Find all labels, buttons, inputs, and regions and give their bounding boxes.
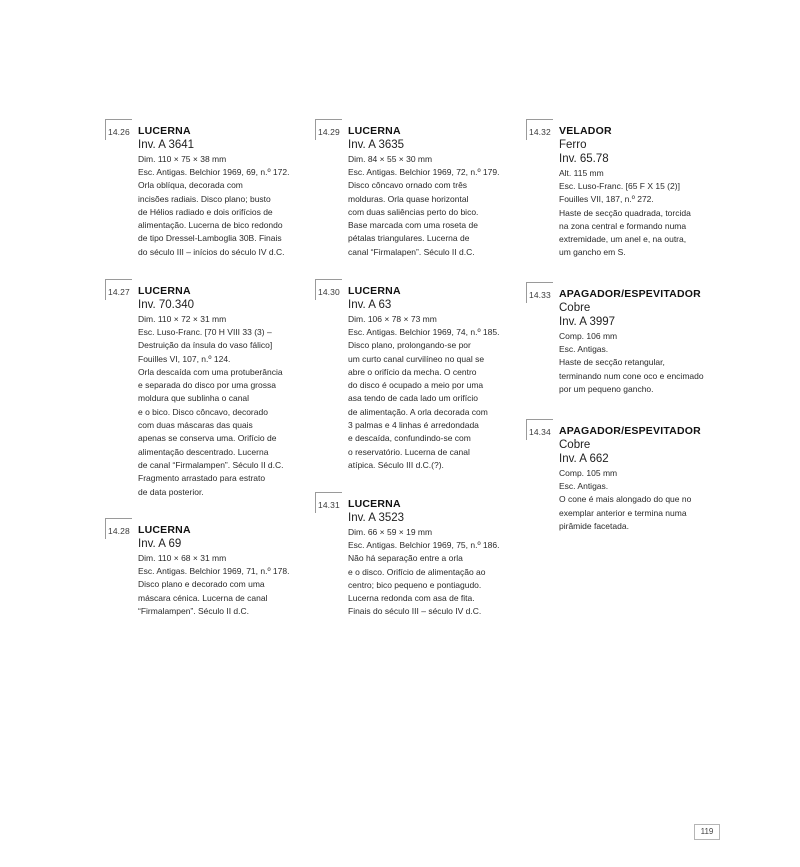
entry-description-line: O cone é mais alongado do que no [559,494,692,505]
entry-description-line: atípica. Século III d.C.(?). [348,459,444,470]
entry-number: 14.28 [108,526,130,536]
entry-description-line: Base marcada com uma roseta de [348,220,478,231]
entry-reference-line: Fouilles VII, 187, n.º 272. [559,194,654,205]
entry-description-line: Haste de secção retangular, [559,357,665,368]
entry-number: 14.26 [108,127,130,137]
entry-description-line: Disco plano e decorado com uma [138,579,265,590]
entry-number: 14.27 [108,287,130,297]
entry-reference-line: Esc. Antigas. Belchior 1969, 74, n.º 185. [348,327,500,337]
catalog-entry-14-28 [110,524,300,618]
entry-reference-line: Esc. Antigas. Belchior 1969, 72, n.º 179. [348,167,500,177]
entry-description-line: por um pequeno gancho. [559,383,654,394]
entry-title: LUCERNA [348,125,401,137]
catalog-entry-14-31 [320,498,510,619]
entry-inventory: Inv. 70.340 [138,299,195,311]
entry-inventory: Inv. A 3641 [138,139,195,151]
entry-description-line: canal “Firmalapen”. Século II d.C. [348,246,475,257]
entry-number: 14.33 [529,290,551,300]
entry-description-line: exemplar anterior e termina numa [559,507,687,518]
entry-title: VELADOR [559,125,612,137]
entry-dimensions: Dim. 84 × 55 × 30 mm [348,154,433,164]
entry-reference-line: Esc. Luso-Franc. [65 F X 15 (2)] [559,181,680,191]
entry-description-line: um gancho em S. [559,247,626,258]
entry-reference-line: Esc. Luso-Franc. [70 H VIII 33 (3) – [138,327,272,337]
entry-description-line: do disco é ocupado a meio por uma [348,380,484,391]
entry-description-line: Haste de secção quadrada, torcida [559,207,691,218]
catalog-entry-14-29 [320,125,510,259]
page-number: 119 [694,824,720,840]
entry-description-line: e descaída, confundindo-se com [348,433,471,444]
entry-number: 14.34 [529,427,551,437]
entry-description-line: e o bico. Disco côncavo, decorado [138,406,268,417]
entry-title: LUCERNA [138,524,191,536]
entry-description-line: Disco côncavo ornado com três [348,180,468,191]
catalog-entry-14-33 [531,288,741,396]
entry-description-line: abre o orifício da mecha. O centro [348,366,477,377]
entry-description-line: asa tendo de cada lado um orifício [348,393,478,404]
entry-description-line: de tipo Dressel-Lamboglia 30B. Finais [138,233,282,244]
entry-description-line: e o disco. Orifício de alimentação ao [348,566,486,577]
entry-description-line: apenas se conserva uma. Orifício de [138,433,277,444]
entry-dimensions: Dim. 110 × 72 × 31 mm [138,314,227,324]
entry-description-line: Fragmento arrastado para estrato [138,473,266,484]
entry-reference-line: Fouilles VI, 107, n.º 124. [138,353,231,364]
entry-reference-line: Esc. Antigas. Belchior 1969, 71, n.º 178. [138,566,290,576]
entry-description-line: pétalas triangulares. Lucerna de [348,233,470,244]
entry-reference-line: Esc. Antigas. Belchior 1969, 69, n.º 172. [138,167,290,177]
entry-title: LUCERNA [138,285,191,297]
entry-description-line: moldura que sublinha o canal [138,393,250,404]
entry-number: 14.29 [318,127,340,137]
entry-description-line: pirâmide facetada. [559,520,629,531]
entry-description-line: e separada do disco por uma grossa [138,380,276,391]
entry-inventory: Inv. A 69 [138,538,182,550]
entry-dimensions: Comp. 105 mm [559,468,618,478]
entry-dimensions: Comp. 106 mm [559,331,618,341]
entry-description-line: do século III – inícios do século IV d.C. [138,246,285,257]
entry-dimensions: Dim. 106 × 78 × 73 mm [348,314,437,324]
entry-number: 14.32 [529,127,551,137]
entry-inventory: Inv. 65.78 [559,153,609,165]
entry-dimensions: Dim. 66 × 59 × 19 mm [348,527,433,537]
entry-title: APAGADOR/ESPEVITADOR [559,425,701,437]
entry-number: 14.31 [318,500,340,510]
entry-material: Cobre [559,439,591,451]
entry-description-line: incisões radiais. Disco plano; busto [138,193,271,204]
entry-title: LUCERNA [138,125,191,137]
entry-description-line: com duas máscaras das quais [138,420,253,431]
entry-inventory: Inv. A 3523 [348,512,405,524]
entry-reference-line: Esc. Antigas. [559,481,609,491]
entry-dimensions: Alt. 115 mm [559,168,604,178]
entry-dimensions: Dim. 110 × 75 × 38 mm [138,154,227,164]
entry-inventory: Inv. A 63 [348,299,392,311]
entry-inventory: Inv. A 3997 [559,316,616,328]
catalog-entry-14-27 [110,285,300,499]
entry-description-line: centro; bico pequeno e pontiagudo. [348,579,482,590]
entry-description-line: com duas saliências perto do bico. [348,206,479,217]
entry-description-line: alimentação descentrado. Lucerna [138,446,269,457]
entry-description-line: molduras. Orla quase horizontal [348,193,469,204]
entry-description-line: “Firmalampen”. Século II d.C. [138,605,250,616]
entry-title: LUCERNA [348,285,401,297]
entry-description-line: Disco plano, prolongando-se por [348,340,471,351]
entry-number: 14.30 [318,287,340,297]
entry-description-line: de canal “Firmalampen”. Século II d.C. [138,459,284,470]
entry-reference-line: Esc. Antigas. [559,344,609,354]
entry-description-line: extremidade, um anel e, na outra, [559,234,687,245]
entry-description-line: Orla oblíqua, decorada com [138,180,243,191]
entry-description-line: Finais do século III – século IV d.C. [348,606,482,617]
entry-description-line: Não há separação entre a orla [348,553,463,564]
entry-inventory: Inv. A 662 [559,453,609,465]
entry-description-line: o reservatório. Lucerna de canal [348,446,470,457]
entry-material: Ferro [559,139,587,151]
entry-description-line: terminando num cone oco e encimado [559,370,704,381]
entry-description-line: Orla descaída com uma protuberância [138,366,283,377]
entry-reference-line: Destruição da ínsula do vaso fálico] [138,340,273,351]
entry-dimensions: Dim. 110 × 68 × 31 mm [138,553,227,563]
entry-title: LUCERNA [348,498,401,510]
catalog-entry-14-30 [320,285,510,472]
catalog-entry-14-34 [531,425,741,533]
entry-inventory: Inv. A 3635 [348,139,405,151]
catalog-entry-14-26 [110,125,300,259]
entry-description-line: um curto canal curvilíneo no qual se [348,353,485,364]
entry-description-line: de Hélios radiado e dois orifícios de [138,206,273,217]
entry-description-line: na zona central e formando numa [559,220,687,231]
entry-material: Cobre [559,302,591,314]
entry-title: APAGADOR/ESPEVITADOR [559,288,701,300]
entry-description-line: máscara cénica. Lucerna de canal [138,592,268,603]
entry-description-line: de alimentação. A orla decorada com [348,406,488,417]
catalog-entry-14-32 [531,125,731,260]
entry-description-line: Lucerna redonda com asa de fita. [348,593,475,604]
entry-reference-line: Esc. Antigas. Belchior 1969, 75, n.º 186. [348,540,500,550]
entry-description-line: 3 palmas e 4 linhas é arredondada [348,420,479,431]
entry-description-line: alimentação. Lucerna de bico redondo [138,220,283,231]
entry-description-line: de data posterior. [138,486,204,497]
